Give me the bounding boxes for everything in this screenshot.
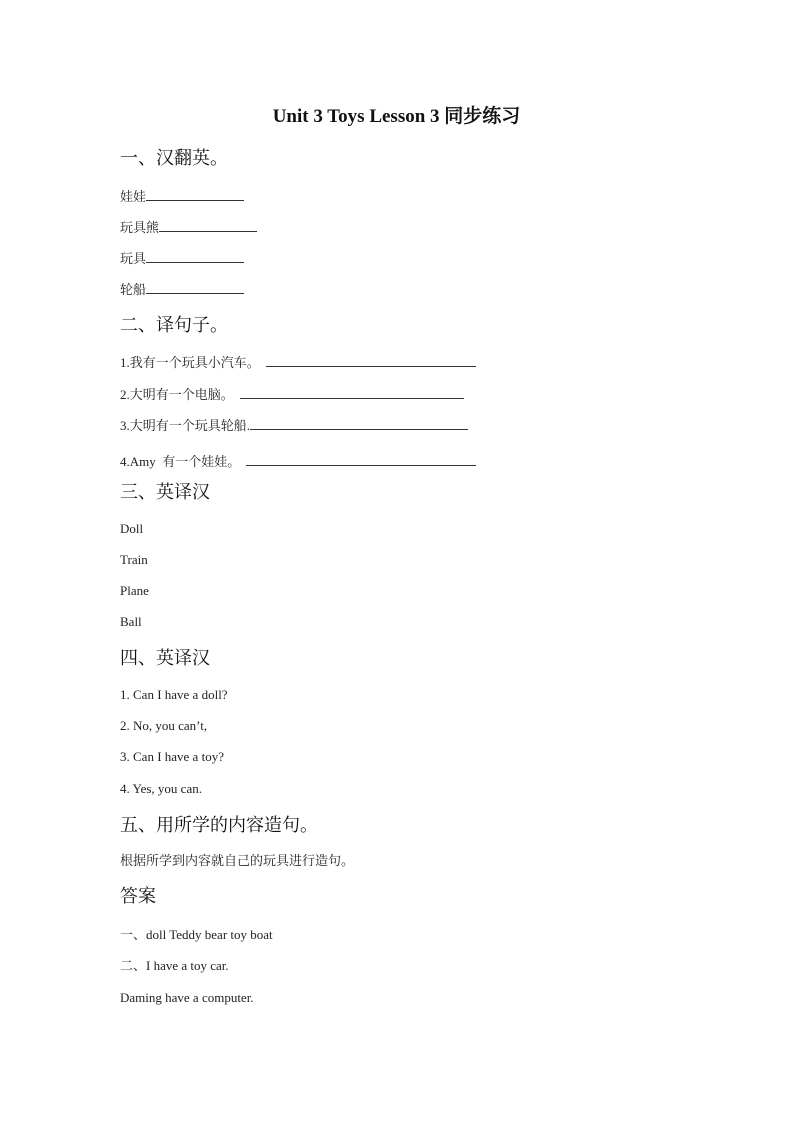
section1-item: 娃娃 <box>120 187 244 206</box>
answer-blank[interactable] <box>159 218 257 232</box>
section4-item: 4. Yes, you can. <box>120 781 202 796</box>
answer-line: 一、doll Teddy bear toy boat <box>120 927 273 942</box>
section3-item: Plane <box>120 583 149 598</box>
section2-item: 1.我有一个玩具小汽车。 <box>120 353 476 372</box>
section4-heading: 四、英译汉 <box>120 648 210 669</box>
answer-line: Daming have a computer. <box>120 990 254 1005</box>
section2-item: 2.大明有一个电脑。 <box>120 385 464 404</box>
section1-heading: 一、汉翻英。 <box>120 148 228 169</box>
section1-item: 玩具 <box>120 249 244 268</box>
section2-item: 3.大明有一个玩具轮船. <box>120 416 468 435</box>
answer-blank[interactable] <box>146 187 244 201</box>
answer-line: 二、I have a toy car. <box>120 958 229 973</box>
section3-heading: 三、英译汉 <box>120 482 210 503</box>
section1-item: 玩具熊 <box>120 218 257 237</box>
answers-heading: 答案 <box>120 886 156 907</box>
section4-item: 1. Can I have a doll? <box>120 687 228 702</box>
section3-item: Ball <box>120 614 142 629</box>
answer-blank[interactable] <box>240 385 464 399</box>
section5-heading: 五、用所学的内容造句。 <box>120 815 318 836</box>
page-title: Unit 3 Toys Lesson 3 同步练习 <box>272 106 521 127</box>
section5-text: 根据所学到内容就自己的玩具进行造句。 <box>120 853 355 868</box>
section4-item: 2. No, you can’t, <box>120 718 208 733</box>
section1-item: 轮船 <box>120 280 244 299</box>
answer-blank[interactable] <box>146 249 244 263</box>
section4-item: 3. Can I have a toy? <box>120 749 224 764</box>
section3-item: Train <box>120 552 148 567</box>
answer-blank[interactable] <box>246 452 476 466</box>
answer-blank[interactable] <box>266 353 476 367</box>
answer-blank[interactable] <box>146 280 244 294</box>
section2-heading: 二、译句子。 <box>120 315 228 336</box>
section3-item: Doll <box>120 521 144 536</box>
section2-item: 4.Amy 有一个娃娃。 <box>120 452 476 471</box>
answer-blank[interactable] <box>250 416 468 430</box>
